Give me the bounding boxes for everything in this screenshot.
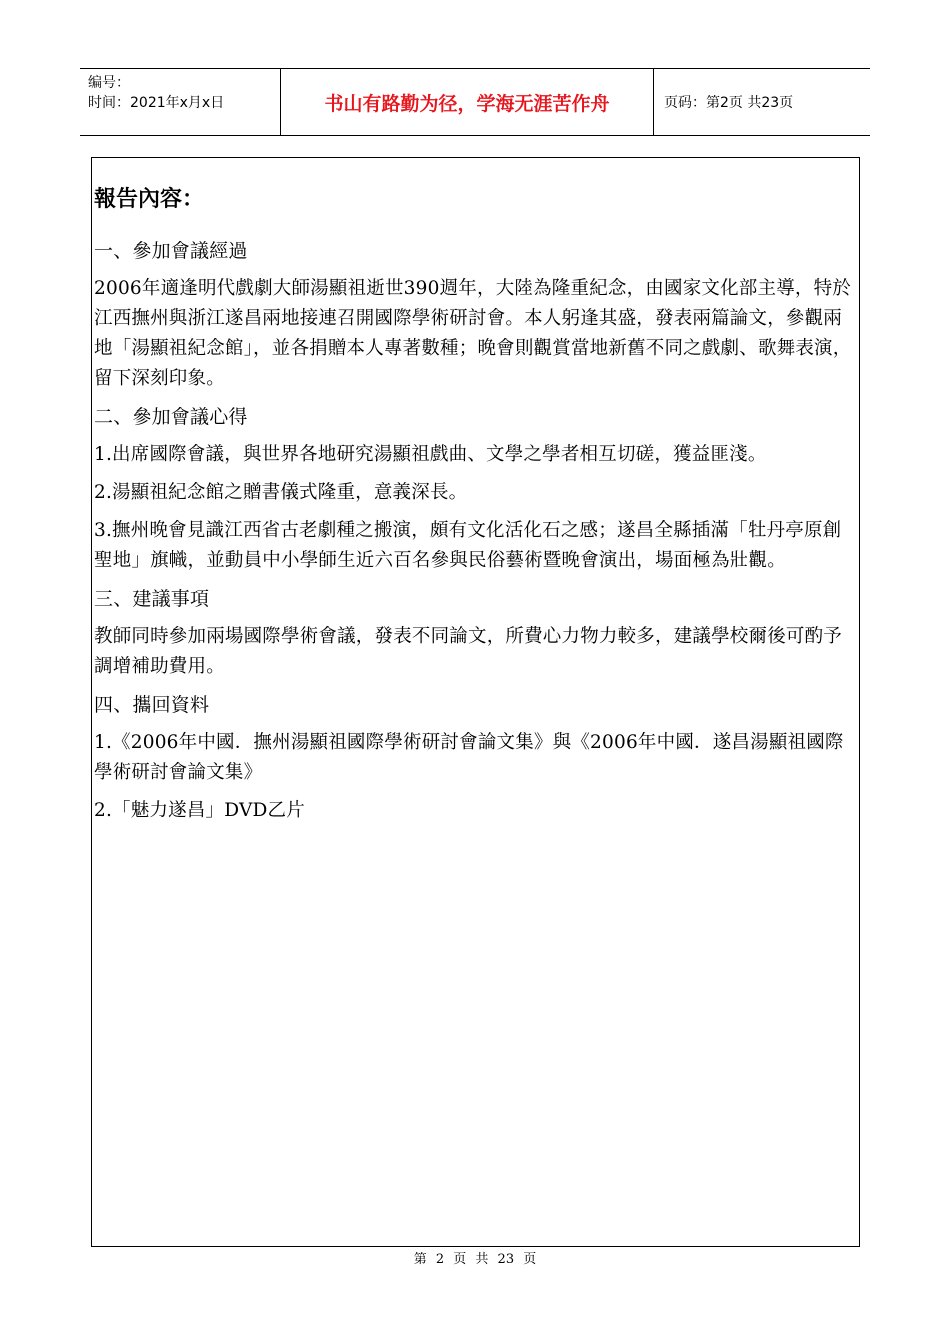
header-page-info: 页码：第2页 共23页 — [664, 95, 794, 111]
section-paragraph: 1.出席國際會議，與世界各地研究湯顯祖戲曲、文學之學者相互切磋，獲益匪淺。 — [94, 444, 767, 465]
document-number-label: 编号： — [88, 75, 130, 91]
section-heading: 二、參加會議心得 — [94, 406, 248, 428]
section-heading: 三、建議事項 — [94, 588, 210, 610]
section-heading: 四、攜回資料 — [94, 694, 210, 716]
report-title: 報告內容： — [94, 186, 205, 212]
section-paragraph: 2006年適逢明代戲劇大師湯顯祖逝世390週年，大陸為隆重紀念，由國家文化部主導，特於江西撫州與浙江遂昌兩地接連召開國際學術研討會。本人躬逢其盛，發表兩篇論文，參觀兩地「湯顯祖紀念館」，並各捐贈本人專著數種；晚會則觀賞當地新舊不同之戲劇、歌舞表演，留下深刻印象。 — [94, 278, 852, 389]
section-paragraph: 3.撫州晚會見識江西省古老劇種之搬演，頗有文化活化石之感；遂昌全縣插滿「牡丹亭原創聖地」旗幟，並動員中小學師生近六百名參與民俗藝術暨晚會演出，場面極為壯觀。 — [94, 520, 842, 571]
section-paragraph: 1.《2006年中國．撫州湯顯祖國際學術研討會論文集》與《2006年中國．遂昌湯顯祖國際學術研討會論文集》 — [94, 732, 844, 783]
section-paragraph: 2.湯顯祖紀念館之贈書儀式隆重，意義深長。 — [94, 482, 468, 503]
page-footer: 第 2 页 共 23 页 — [413, 1252, 537, 1267]
document-time-label: 时间：2021年x月x日 — [88, 95, 225, 111]
header-meta — [80, 69, 280, 135]
section-paragraph: 2.「魅力遂昌」DVD乙片 — [94, 800, 305, 821]
section-paragraph: 教師同時參加兩場國際學術會議，發表不同論文，所費心力物力較多，建議學校爾後可酌予調增補助費用。 — [94, 626, 843, 677]
header-motto: 书山有路勤为径，学海无涯苦作舟 — [280, 69, 654, 135]
page-header — [80, 68, 870, 136]
report-content-box — [91, 157, 860, 1247]
section-heading: 一、參加會議經過 — [94, 240, 248, 262]
